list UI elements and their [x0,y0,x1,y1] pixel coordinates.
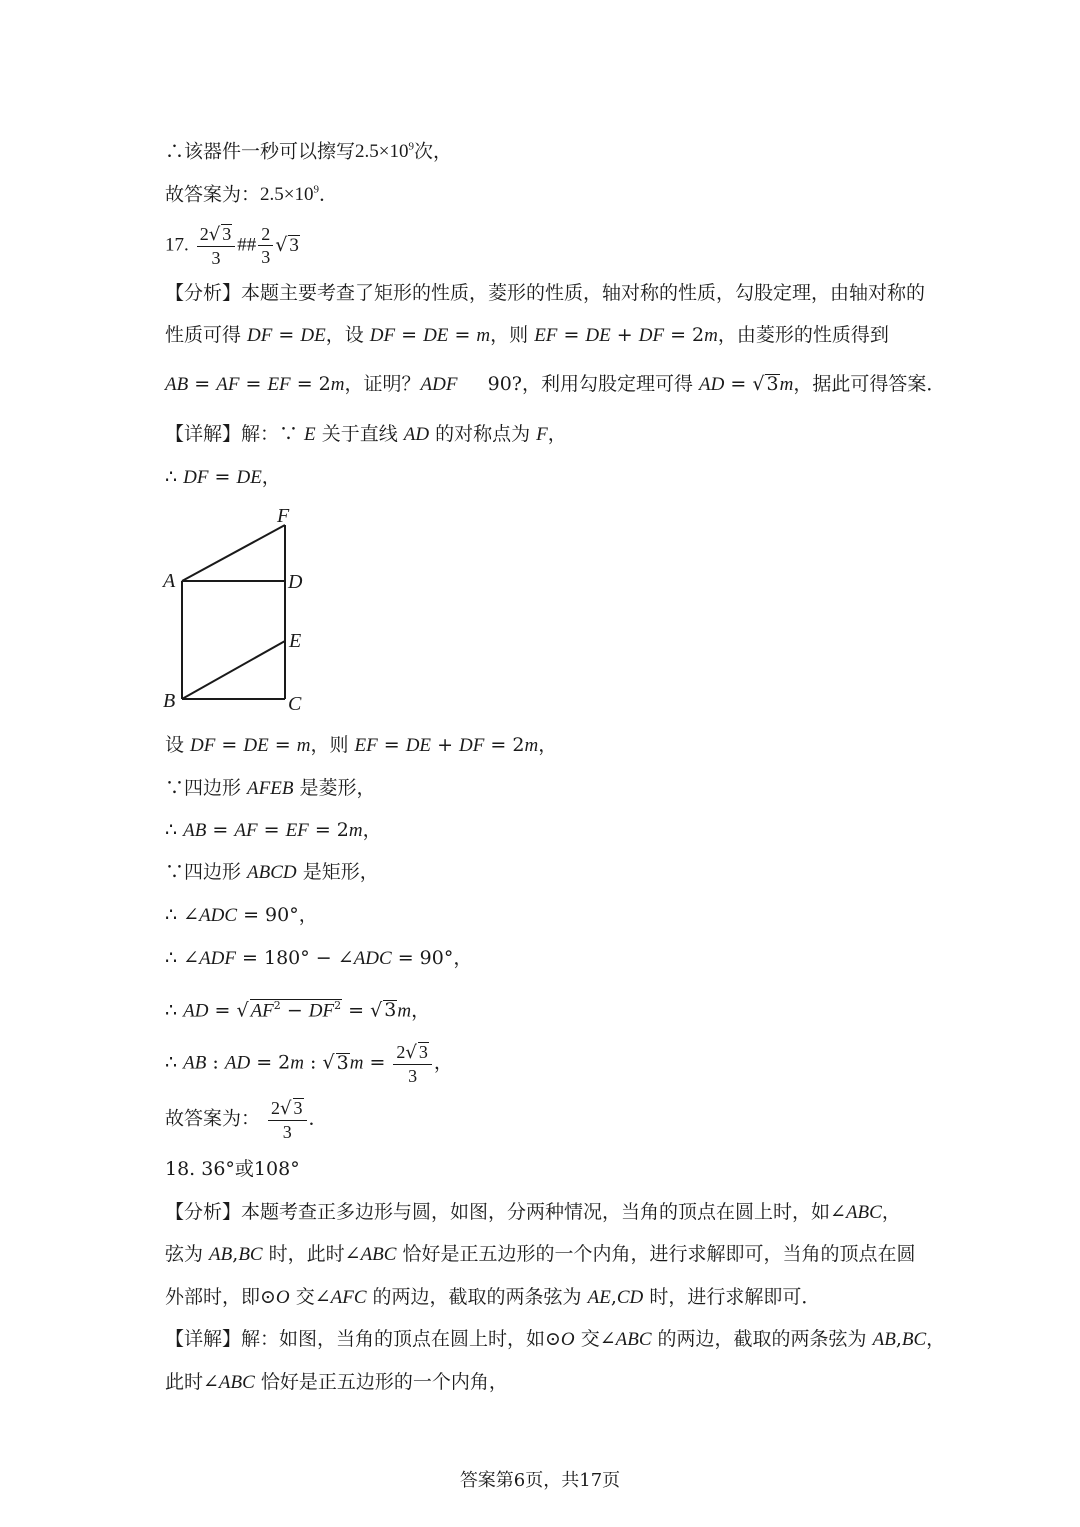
segment-af [182,525,285,581]
analysis-line: 性质可得 DF = DE，设 DF = DE = m，则 EF = DE + DF = 2m，由菱形的性质得到 [165,324,889,346]
analysis-line: AB = AF = EF = 2m，证明？ADF 90?，利用勾股定理可得 AD = √ 3m，据此可得答案． [165,373,946,395]
detail-line: ∴ ∠ADC = 90°， [165,904,318,926]
detail-line: ∴ AB = AF = EF = 2m， [165,819,382,841]
detail-line: 故答案为： $\frac{2√ 3}{3}$ ． [165,1098,328,1142]
question-18: 18. 36°或108° [165,1158,300,1180]
page-footer: 答案第6页，共17页 [459,1470,621,1491]
detail-line: ∴ ∠ADF = 180° − ∠ADC = 90°， [165,947,473,969]
detail-line: 【详解】解：∵ E 关于直线 AD 的对称点为 F， [165,423,567,445]
label-d: D [288,571,303,593]
geometry-figure [155,500,325,715]
label-e: E [289,630,302,652]
text-line: ∴该器件一秒可以擦写$2.5\times 10^9$次， [165,140,452,163]
detail-line: ∵四边形 AFEB 是菱形， [165,777,376,799]
detail-line: 设 DF = DE = m，则 EF = DE + DF = 2m， [165,734,558,756]
segment-be [182,641,285,699]
analysis-line: 【分析】本题主要考查了矩形的性质，菱形的性质，轴对称的性质，勾股定理，由轴对称的 [165,282,926,304]
detail-line: ∴ AD = √ $AF^2 - DF^2$ = √ 3m， [165,999,431,1022]
detail-line: ∵四边形 ABCD 是矩形， [165,861,379,883]
text-line: 故答案为：$2.5\times 10^9$． [165,183,338,206]
label-b: B [163,690,176,712]
analysis-line: 弦为 AB,BC 时，此时∠ABC 恰好是正五边形的一个内角，进行求解即可，当角的顶点在圆 [165,1243,916,1265]
analysis-line: 【分析】本题考查正多边形与圆，如图，分两种情况，当角的顶点在圆上时，如∠ABC， [165,1201,901,1223]
detail-line: 此时∠ABC 恰好是正五边形的一个内角， [165,1371,508,1393]
label-f: F [277,505,290,527]
detail-line: ∴ AB : AD = 2m : √ 3m = $\frac{2√ 3}{3}$ ， [165,1042,453,1086]
question-17: 17. $\frac{2√ 3}{3}$ ## $\frac{2}{3}$ √ 3 [165,224,299,268]
label-c: C [288,693,302,715]
question-number: 17. [165,234,189,256]
detail-line: ∴ DF = DE， [165,466,281,488]
label-a: A [163,570,176,592]
analysis-line: 外部时，即⊙O 交∠AFC 的两边，截取的两条弦为 AE,CD 时，进行求解即可． [165,1286,821,1308]
detail-line: 【详解】解：如图，当角的顶点在圆上时，如⊙O 交∠ABC 的两边，截取的两条弦为 AB,BC， [165,1328,946,1350]
